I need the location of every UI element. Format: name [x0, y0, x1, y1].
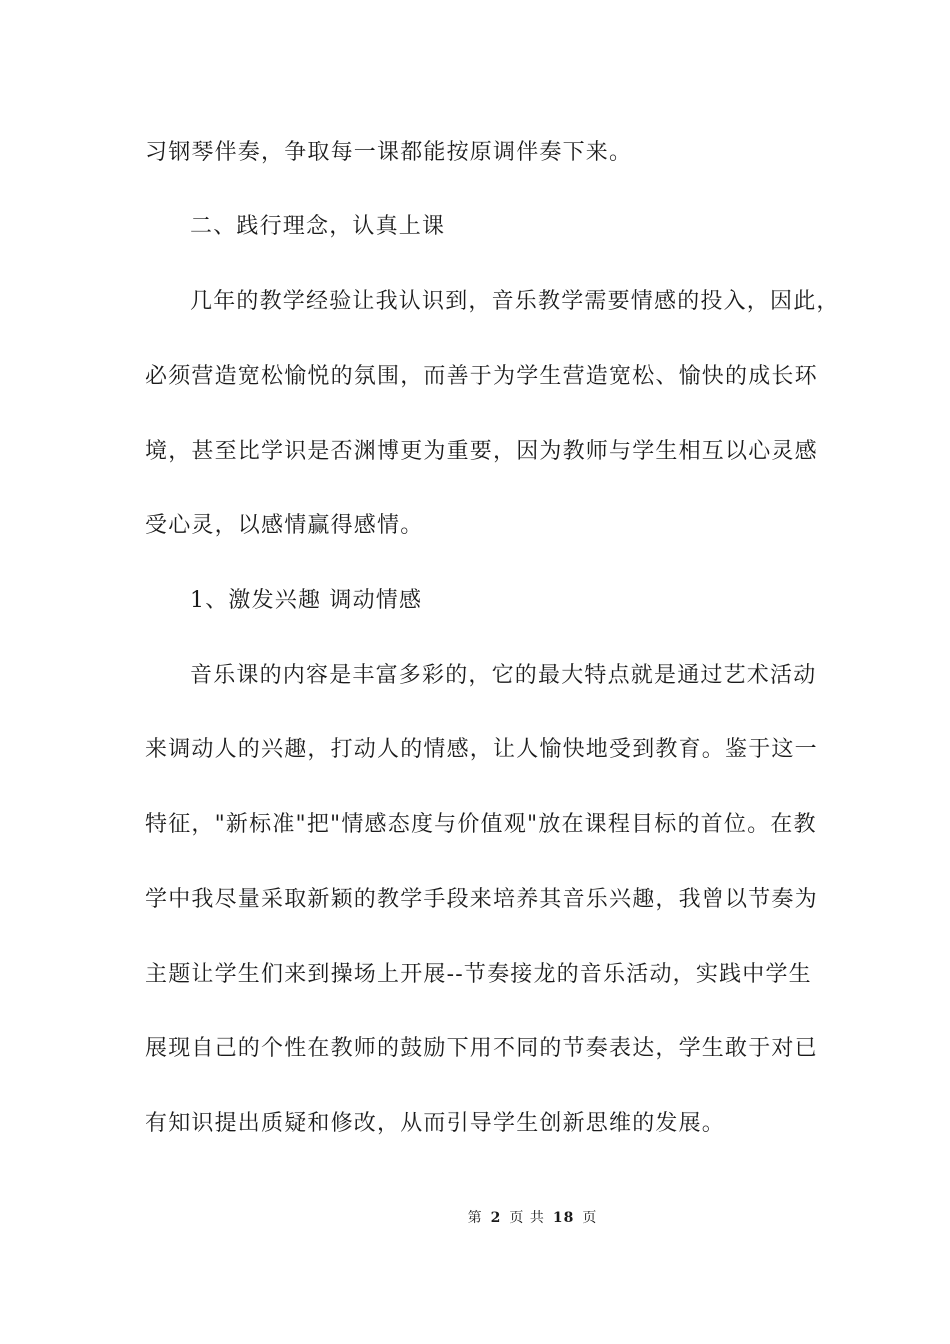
body-line: 主题让学生们来到操场上开展--节奏接龙的音乐活动，实践中学生 [145, 962, 812, 987]
body-line: 学中我尽量采取新颖的教学手段来培养其音乐兴趣，我曾以节奏为 [145, 887, 818, 912]
body-line: 境，甚至比学识是否渊博更为重要，因为教师与学生相互以心灵感 [145, 439, 818, 464]
subsection-heading: 1、激发兴趣 调动情感 [190, 588, 423, 613]
body-line: 来调动人的兴趣，打动人的情感，让人愉快地受到教育。鉴于这一 [145, 737, 818, 762]
page-footer [0, 1208, 950, 1228]
section-heading: 二、践行理念，认真上课 [190, 214, 446, 239]
footer-total-pages: 18 [552, 1210, 575, 1226]
body-line: 习钢琴伴奏，争取每一课都能按原调伴奏下来。 [145, 140, 633, 165]
body-line: 受心灵，以感情赢得感情。 [145, 513, 424, 538]
body-line: 有知识提出质疑和修改，从而引导学生创新思维的发展。 [145, 1111, 726, 1136]
paragraph-first-line: 几年的教学经验让我认识到，音乐教学需要情感的投入，因此， [190, 289, 840, 314]
body-line: 特征，"新标准"把"情感态度与价值观"放在课程目标的首位。在教 [145, 812, 817, 837]
body-line: 必须营造宽松愉悦的氛围，而善于为学生营造宽松、愉快的成长环 [145, 364, 818, 389]
footer-prefix: 第 [467, 1210, 483, 1226]
body-line: 展现自己的个性在教师的鼓励下用不同的节奏表达，学生敢于对已 [145, 1036, 818, 1061]
footer-page-number: 2 [490, 1210, 502, 1226]
paragraph-first-line: 音乐课的内容是丰富多彩的，它的最大特点就是通过艺术活动 [190, 663, 817, 688]
footer-middle: 页 共 [509, 1210, 545, 1226]
footer-suffix: 页 [582, 1210, 598, 1226]
